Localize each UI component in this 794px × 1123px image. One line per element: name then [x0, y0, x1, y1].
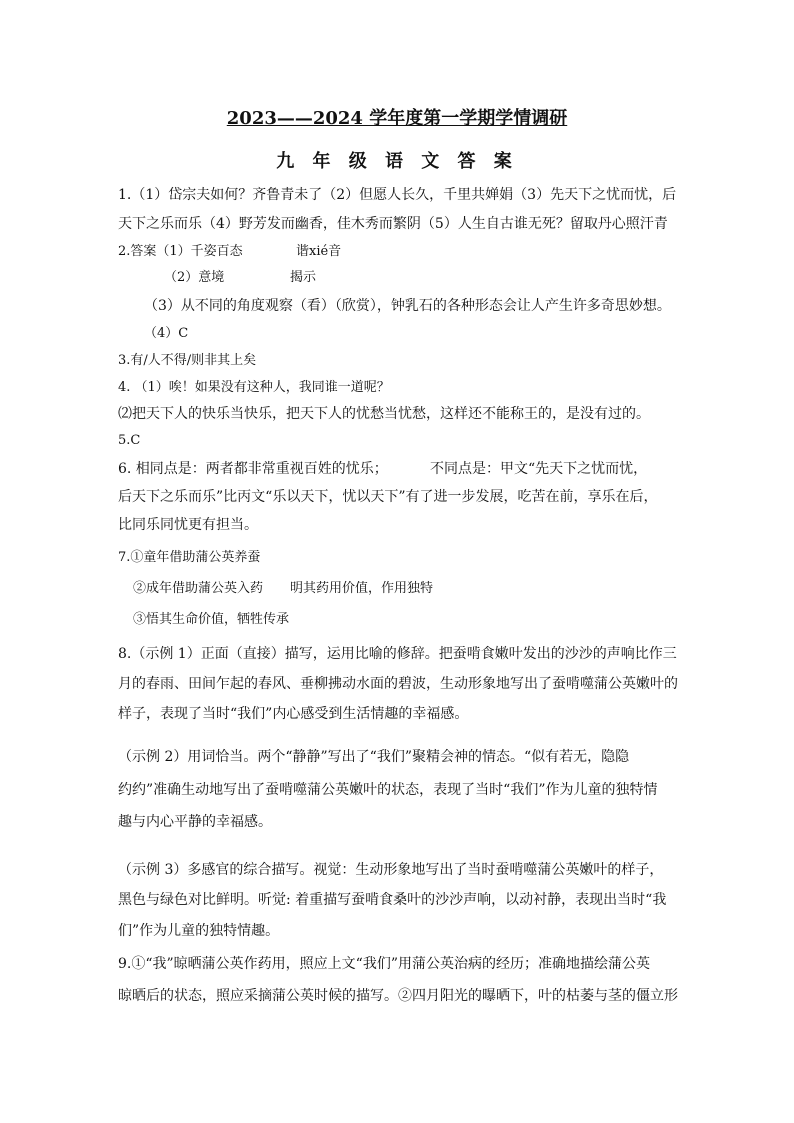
document-title: 2023——2024 学年度第一学期学情调研: [226, 108, 568, 129]
answer-q1-line2: 天下之乐而乐（4）野芳发而幽香，佳木秀而繁阴（5）人生自古谁无死？留取丹心照汗青: [118, 216, 668, 232]
answer-q8-example2-line1: （示例 2）用词恰当。两个“静静”写出了“我们”聚精会神的情态。“似有若无，隐隐: [118, 749, 630, 765]
answer-q4-line1: 4. （1）唉！如果没有这种人，我同谁一道呢？: [118, 380, 390, 395]
answer-q2-line2a: （2）意境: [164, 270, 225, 285]
answer-q3: 3.有/人不得/则非其上矣: [118, 353, 257, 368]
answer-q8-example1-line3: 样子，表现了当时“我们”内心感受到生活情趣的幸福感。: [118, 706, 469, 722]
answer-q7-line3: ③悟其生命价值，牺牲传承: [133, 612, 290, 627]
answer-q6-line2: 后天下之乐而乐”比丙文“乐以天下，忧以天下”有了进一步发展，吃苦在前，享乐在后，: [118, 489, 658, 505]
answer-q8-example1-line1: 8.（示例 1）正面（直接）描写，运用比喻的修辞。把蚕啃食嫩叶发出的沙沙的声响比作三: [118, 646, 677, 662]
answer-q4-line2: ⑵把天下人的快乐当快乐，把天下人的忧愁当忧愁，这样还不能称王的，是没有过的。: [118, 406, 650, 422]
answer-q2-line3: （3）从不同的角度观察（看）（欣赏），钟乳石的各种形态会让人产生许多奇思妙想。: [144, 298, 671, 314]
answer-q8-example2-line2: 约约”准确生动地写出了蚕啃噬蒲公英嫩叶的状态，表现了当时“我们”作为儿童的独特情: [118, 782, 658, 798]
answer-q9-line1: 9.①“我”晾晒蒲公英作药用，照应上文“我们”用蒲公英治病的经历；准确地描绘蒲公英: [118, 956, 650, 972]
answer-q8-example1-line2: 月的春雨、田间乍起的春风、垂柳拂动水面的碧波，生动形象地写出了蚕啃噬蒲公英嫩叶的: [118, 676, 678, 692]
answer-q8-example3-line2: 黑色与绿色对比鲜明。听觉: 着重描写蚕啃食桑叶的沙沙声响，以动衬静，表现出当时“我: [118, 892, 667, 908]
answer-q2-line2b: 揭示: [290, 270, 317, 285]
answer-q7-line2b: 明其药用价值，作用独特: [290, 581, 434, 596]
answer-q2-line4: （4）C: [144, 326, 189, 341]
answer-q8-example2-line3: 趣与内心平静的幸福感。: [118, 814, 272, 830]
answer-q1-line1: 1.（1）岱宗夫如何？齐鲁青未了（2）但愿人长久，千里共婵娟（3）先天下之忧而忧，后: [118, 187, 677, 203]
answer-q2-pinyin: 谐xié音: [296, 244, 342, 259]
answer-q8-example3-line3: 们”作为儿童的独特情趣。: [118, 923, 280, 939]
answer-q6-line1a: 6. 相同点是：两者都非常重视百姓的忧乐；: [118, 461, 388, 477]
answer-q7-line2a: ②成年借助蒲公英入药: [133, 581, 264, 596]
answer-q7-line1: 7.①童年借助蒲公英养蚕: [118, 550, 261, 565]
answer-q5: 5.C: [118, 433, 141, 448]
answer-q2-line1: 2.答案（1）千姿百态: [118, 244, 243, 259]
answer-q6-line3: 比同乐同忧更有担当。: [118, 517, 258, 533]
document-subtitle: 九 年 级 语 文 答 案: [276, 151, 518, 172]
answer-q8-example3-line1: （示例 3）多感官的综合描写。视觉：生动形象地写出了当时蚕啃噬蒲公英嫩叶的样子，: [118, 862, 664, 878]
answer-q9-line2: 晾晒后的状态，照应采摘蒲公英时候的描写。②四月阳光的曝晒下，叶的枯萎与茎的僵立形: [118, 988, 678, 1004]
answer-q6-line1b: 不同点是：甲文“先天下之忧而忧，: [430, 461, 648, 477]
